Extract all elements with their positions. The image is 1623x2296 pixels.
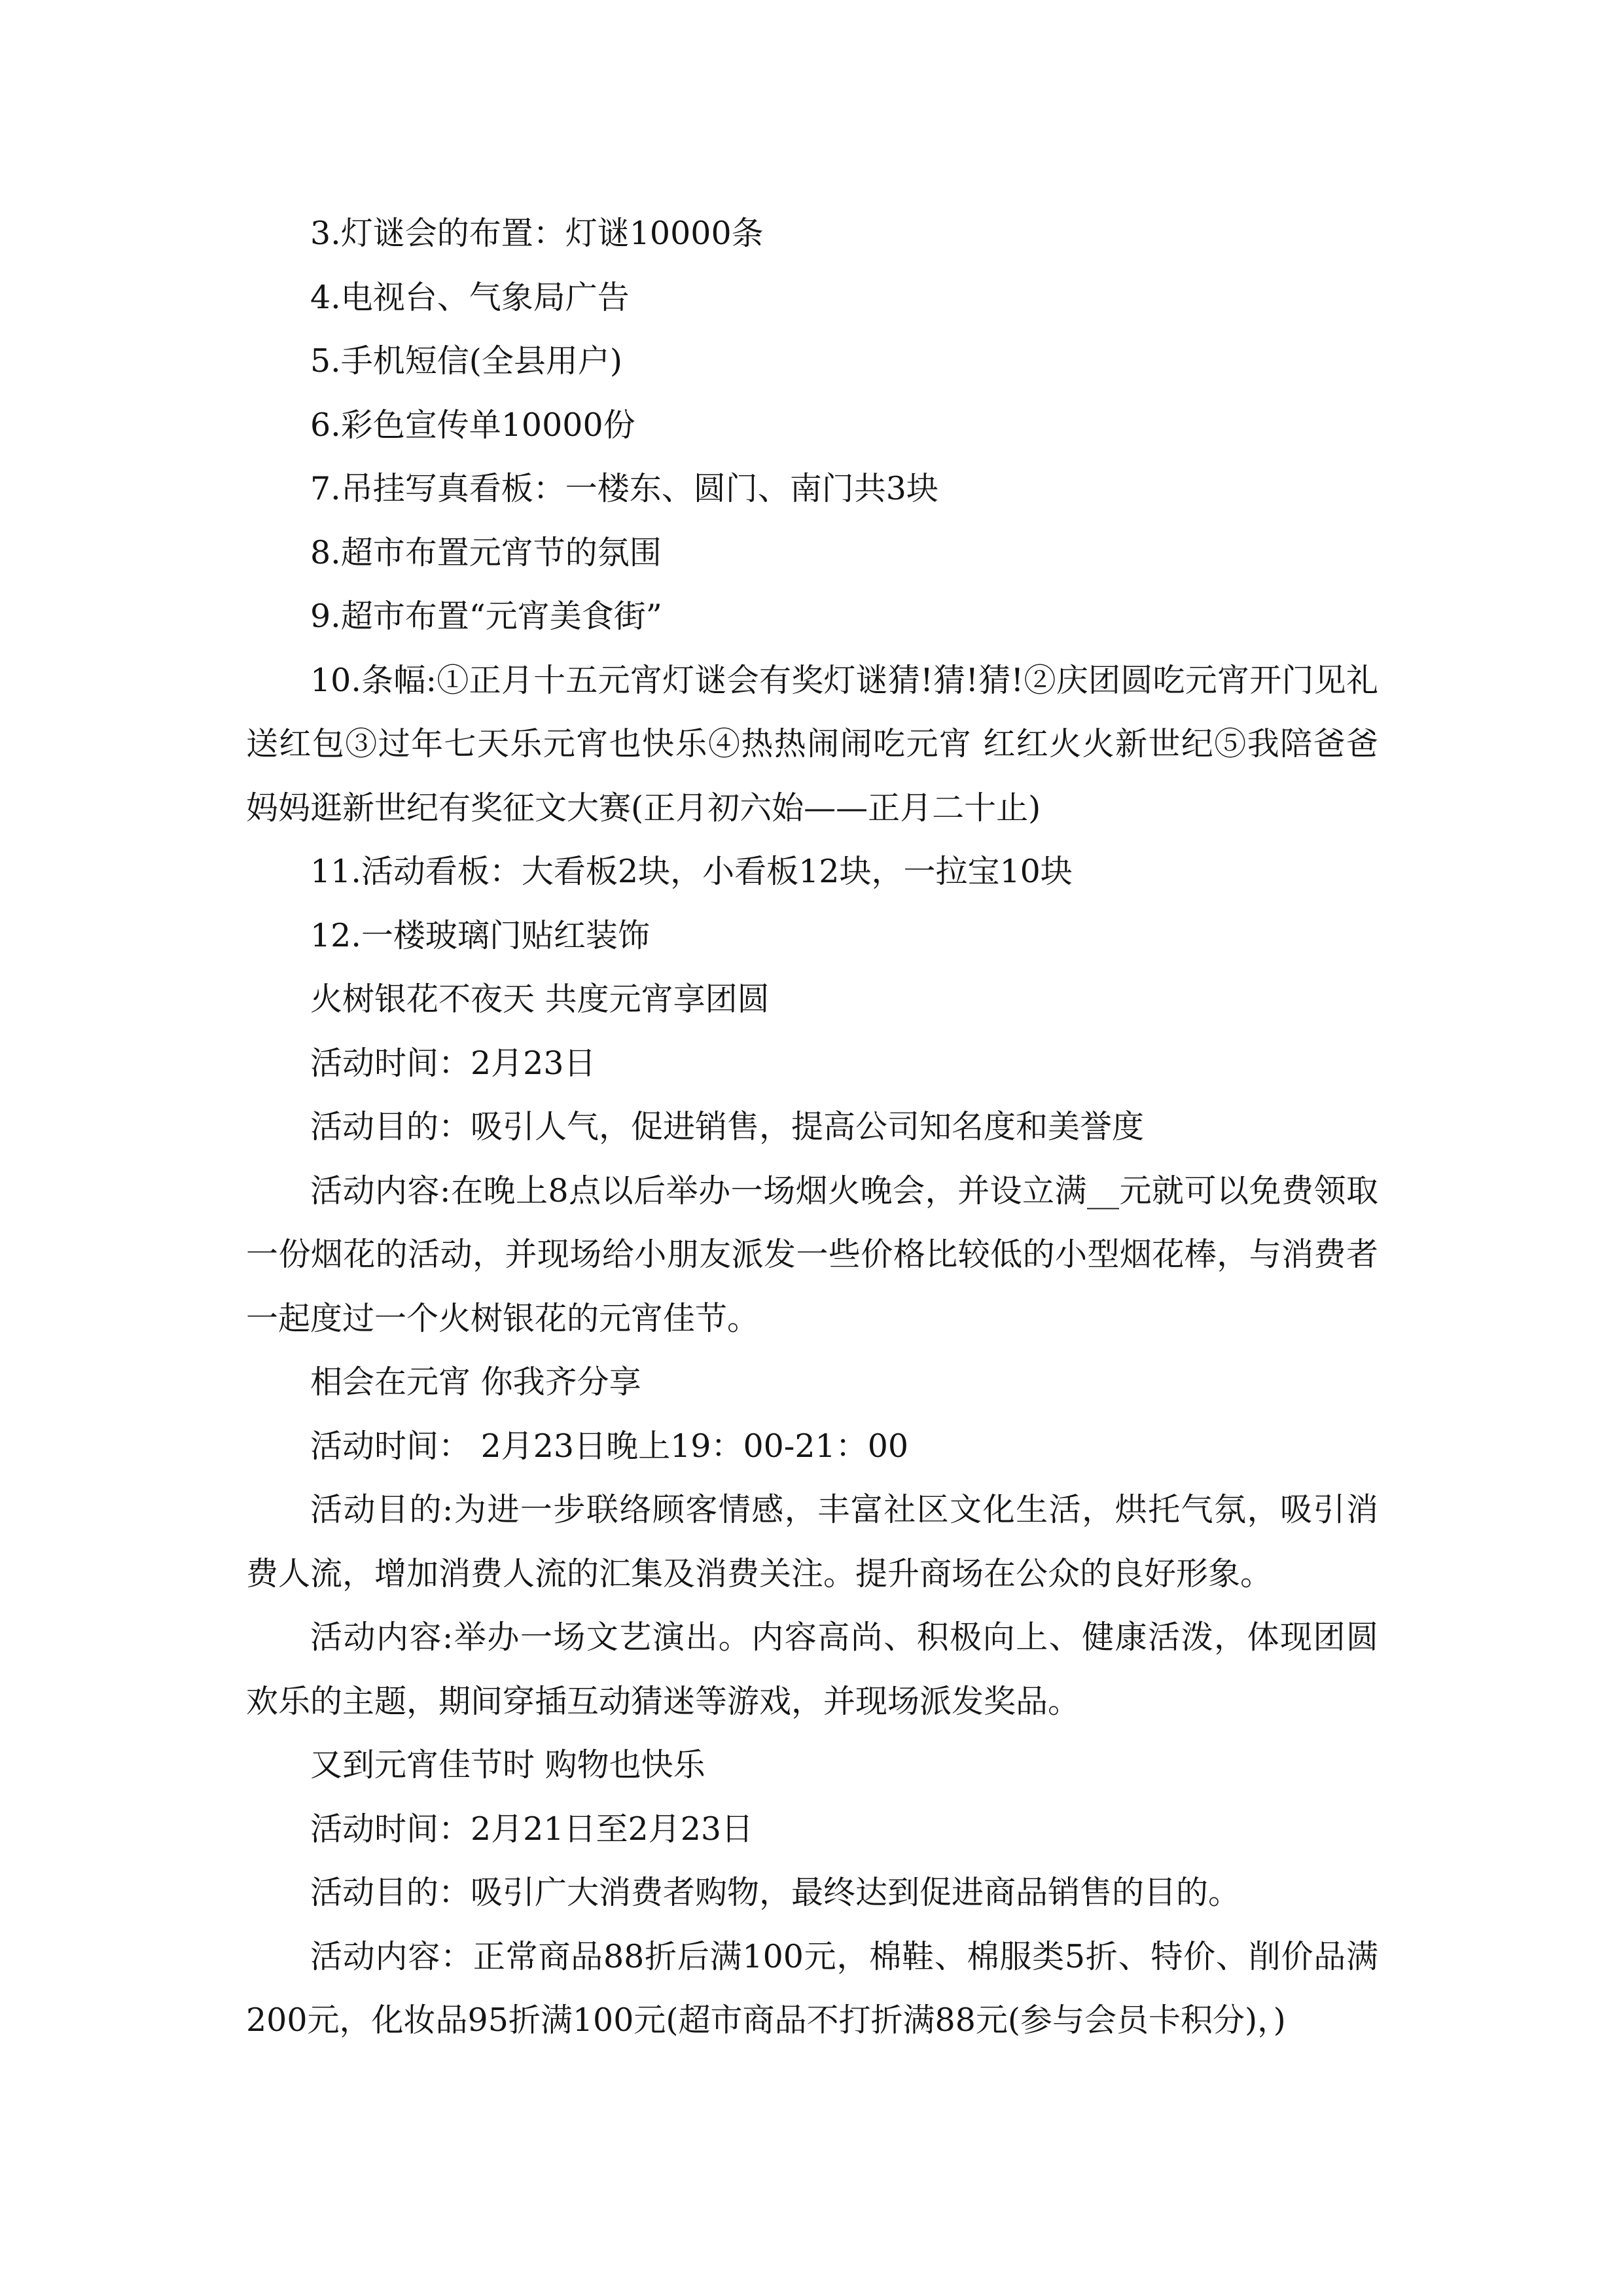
event-purpose-shopping: 活动目的：吸引广大消费者购物，最终达到促进商品销售的目的。 [310,1874,1241,1911]
list-item-glass-door: 12.一楼玻璃门贴红装饰 [310,916,650,954]
list-item-lantern-riddles: 3.灯谜会的布置：灯谜10000条 [310,215,764,252]
event-time-fireworks: 活动时间：2月23日 [310,1044,596,1082]
event-purpose-performance: 活动目的:为进一步联络顾客情感，丰富社区文化生活，烘托气氛，吸引消费人流，增加消费人流的汇集及消费关注。提升商场在公众的良好形象。 [246,1491,1378,1592]
document-body [246,202,1378,2053]
event-time-performance: 活动时间： 2月23日晚上19：00-21：00 [310,1427,909,1465]
list-item-food-street: 9.超市布置“元宵美食街” [310,598,662,635]
event-content-performance: 活动内容:举办一场文艺演出。内容高尚、积极向上、健康活泼，体现团圆欢乐的主题，期间穿插互动猜迷等游戏，并现场派发奖品。 [246,1619,1378,1720]
event-content-shopping: 活动内容：正常商品88折后满100元，棉鞋、棉服类5折、特价、削价品满200元，化妆品95折满100元(超市商品不打折满88元(参与会员卡积分)，) [246,1937,1378,2039]
section-heading-shopping: 又到元宵佳节时 购物也快乐 [310,1746,705,1784]
event-time-shopping: 活动时间：2月21日至2月23日 [310,1810,754,1848]
list-item-activity-boards: 11.活动看板：大看板2块，小看板12块，一拉宝10块 [310,853,1073,890]
list-item-sms: 5.手机短信(全县用户) [310,342,622,380]
section-heading-performance: 相会在元宵 你我齐分享 [310,1363,641,1401]
list-item-banners: 10.条幅:①正月十五元宵灯谜会有奖灯谜猜!猜!猜!②庆团圆吃元宵开门见礼送红包③过年七天乐元宵也快乐④热热闹闹吃元宵 红红火火新世纪⑤我陪爸爸妈妈逛新世纪有奖征文大赛(正月初六始——正月二十止) [246,661,1378,827]
list-item-hanging-boards: 7.吊挂写真看板：一楼东、圆门、南门共3块 [310,470,938,507]
list-item-supermarket-atmosphere: 8.超市布置元宵节的氛围 [310,533,662,571]
list-item-flyers: 6.彩色宣传单10000份 [310,406,635,444]
event-content-fireworks: 活动内容:在晚上8点以后举办一场烟火晚会，并设立满__元就可以免费领取一份烟花的活动，并现场给小朋友派发一些价格比较低的小型烟花棒，与消费者一起度过一个火树银花的元宵佳节。 [246,1172,1378,1337]
section-heading-fireworks: 火树银花不夜天 共度元宵享团圆 [310,980,770,1018]
list-item-tv-ads: 4.电视台、气象局广告 [310,278,630,316]
event-purpose-fireworks: 活动目的：吸引人气，促进销售，提高公司知名度和美誉度 [310,1108,1145,1145]
